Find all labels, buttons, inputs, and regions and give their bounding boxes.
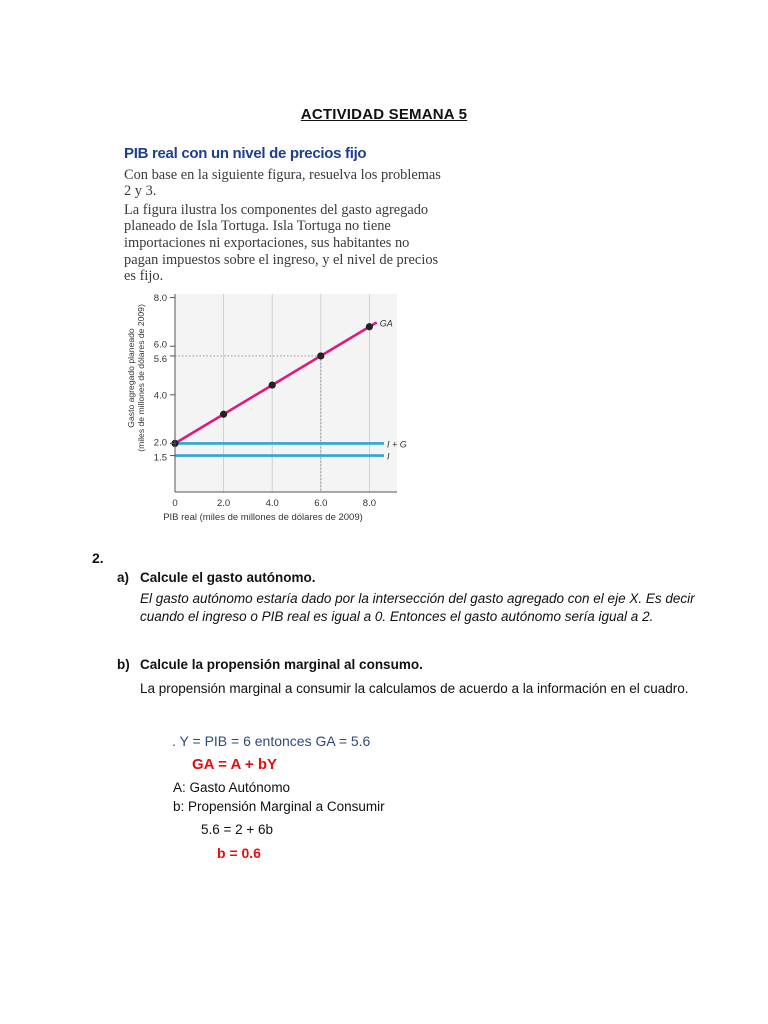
y-tick-label: 8.0 bbox=[153, 293, 167, 305]
x-tick-label: 0 bbox=[172, 498, 178, 509]
page-title: ACTIVIDAD SEMANA 5 bbox=[300, 106, 468, 123]
definition-a: A: Gasto Autónomo bbox=[173, 780, 291, 795]
substitution: 5.6 = 2 + 6b bbox=[201, 822, 274, 837]
y-tick-label: 4.0 bbox=[153, 390, 167, 402]
formula: GA = A + bY bbox=[192, 756, 278, 773]
definition-b: b: Propensión Marginal a Consumir bbox=[173, 799, 385, 814]
plot-area bbox=[175, 294, 397, 492]
question-b bbox=[117, 657, 423, 672]
x-tick-label: 4.0 bbox=[265, 498, 279, 509]
given-values: . Y = PIB = 6 entonces GA = 5.6 bbox=[172, 733, 371, 749]
question-number: 2. bbox=[92, 550, 104, 566]
y-tick-label: 6.0 bbox=[153, 339, 167, 351]
answer-b: La propensión marginal a consumir la calculamos de acuerdo a la información en el cuadro. bbox=[140, 681, 689, 696]
question-a-label: a) bbox=[117, 570, 130, 585]
y-tick-label: 5.6 bbox=[153, 353, 167, 365]
x-axis-title: PIB real (miles de millones de dólares de 2009) bbox=[163, 512, 363, 523]
series-label: I + G bbox=[386, 439, 407, 450]
aggregate-expenditure-chart bbox=[120, 288, 410, 528]
x-tick-label: 6.0 bbox=[314, 498, 328, 509]
excerpt-heading: PIB real con un nivel de precios fijo bbox=[124, 145, 367, 162]
x-tick-label: 8.0 bbox=[362, 498, 377, 509]
question-b-label: b) bbox=[117, 657, 130, 672]
data-point bbox=[220, 411, 227, 418]
y-axis-title: Gasto agregado planeado(miles de millones de dólares de 2009) bbox=[126, 304, 146, 452]
x-tick-label: 2.0 bbox=[216, 498, 231, 509]
data-point bbox=[269, 381, 276, 388]
textbook-excerpt bbox=[124, 146, 444, 287]
excerpt-paragraph-1: Con base en la siguiente figura, resuelva los problemas 2 y 3. bbox=[124, 166, 441, 200]
question-b-text: Calcule la propensión marginal al consumo. bbox=[140, 657, 423, 672]
data-point bbox=[317, 352, 324, 359]
series-label: I bbox=[386, 451, 390, 462]
y-tick-label: 2.0 bbox=[153, 437, 167, 449]
data-point bbox=[366, 323, 373, 330]
answer-a: El gasto autónomo estaría dado por la intersección del gasto agregado con el eje X. Es decir cuando el ingreso o PIB real es igual a 0. Entonces el gasto autónomo sería igual a 2. bbox=[140, 591, 695, 624]
question-a-text: Calcule el gasto autónomo. bbox=[140, 570, 316, 585]
series-label: GA bbox=[379, 318, 393, 329]
question-a bbox=[117, 570, 316, 585]
result: b = 0.6 bbox=[217, 845, 261, 861]
excerpt-paragraph-2: La figura ilustra los componentes del gasto agregado planeado de Isla Tortuga. Isla Tortuga no tiene importaciones ni exportaciones, sus habitantes no pagan impuestos sobre el ingreso, y el nivel de precios es fijo. bbox=[124, 201, 439, 285]
y-tick-label: 1.5 bbox=[153, 452, 167, 464]
